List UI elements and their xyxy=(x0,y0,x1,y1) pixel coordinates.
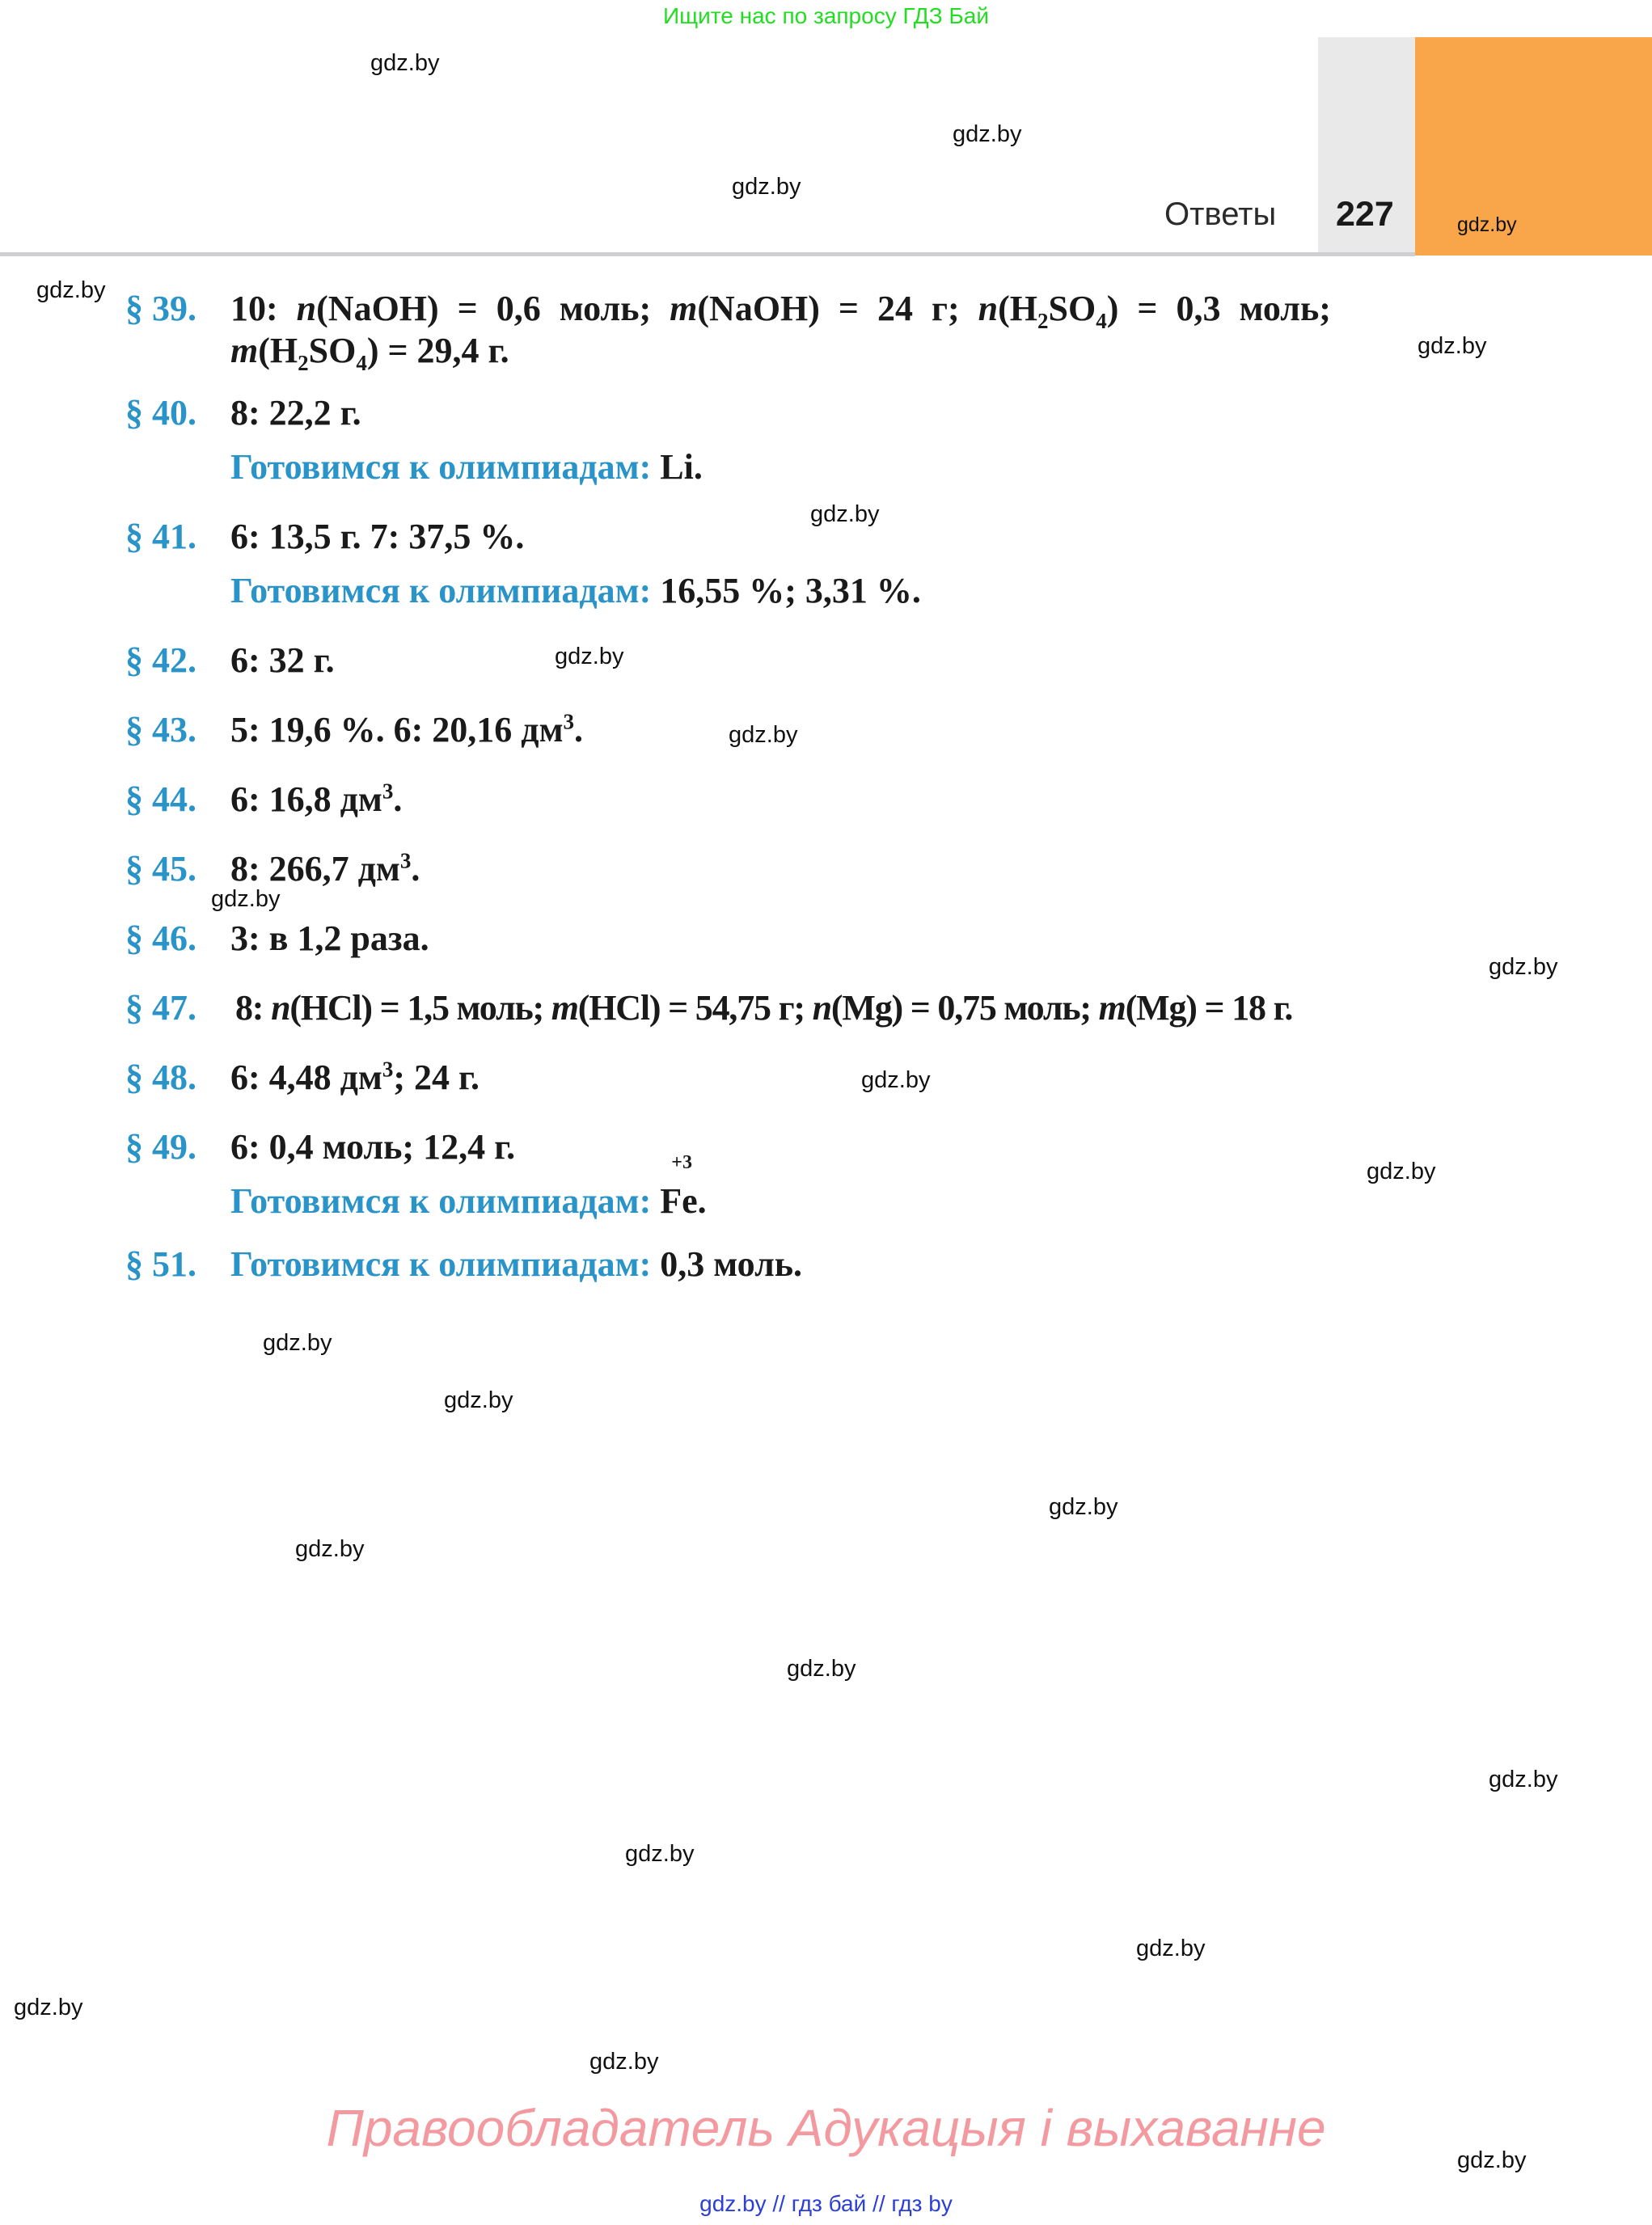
watermark: gdz.by xyxy=(1489,1767,1558,1792)
header-orange-block xyxy=(1415,37,1652,255)
watermark: gdz.by xyxy=(14,1995,83,2020)
watermark: gdz.by xyxy=(729,722,798,748)
answer-45: § 45. 8: 266,7 $дм^3$. xyxy=(125,848,420,889)
watermark: gdz.by xyxy=(1489,954,1558,980)
watermark: gdz.by xyxy=(625,1841,695,1867)
olympiad-label: Готовимся к олимпиадам: xyxy=(230,1181,652,1221)
top-banner: Ищите нас по запросу ГДЗ Бай xyxy=(662,3,990,28)
section-number: § 47. xyxy=(125,988,196,1028)
answer-44: § 44. 6: 16,8 $дм^3$. xyxy=(125,779,403,819)
watermark: gdz.by xyxy=(295,1536,365,1562)
answer-47: § 47. 8: n(HCl) = 1,5 моль; m(HCl) = 54,75 г; n(Mg) = 0,75 моль; m(Mg) = 18 г. xyxy=(125,988,1293,1028)
olympiad-40: Готовимся к олимпиадам: Li. xyxy=(230,447,703,487)
copyright-notice: Правообладатель Адукацыя і выхаванне xyxy=(326,2099,1326,2157)
watermark: gdz.by xyxy=(953,121,1022,147)
watermark: gdz.by xyxy=(36,277,106,303)
answer-41: § 41. 6: 13,5 г. 7: 37,5 %. xyxy=(125,517,525,556)
watermark: gdz.by xyxy=(1367,1159,1436,1184)
section-number: § 39. xyxy=(125,289,196,328)
page-number: 227 xyxy=(1336,195,1394,234)
watermark: gdz.by xyxy=(444,1387,513,1413)
section-number: § 41. xyxy=(125,517,196,556)
section-number: § 42. xyxy=(125,640,196,680)
watermark: gdz.by xyxy=(810,501,880,527)
oxidation-state: +3 xyxy=(671,1152,692,1173)
answer-39-cont: $m(H_2SO_4) = 29,4$ г. xyxy=(230,331,509,375)
section-number: § 40. xyxy=(125,393,196,433)
header-divider xyxy=(0,252,1415,256)
watermark: gdz.by xyxy=(1049,1494,1118,1520)
section-number: § 49. xyxy=(125,1127,196,1167)
olympiad-41: Готовимся к олимпиадам: 16,55 %; 3,31 %. xyxy=(230,571,921,610)
answer-40: § 40. 8: 22,2 г. xyxy=(125,393,361,433)
watermark: gdz.by xyxy=(263,1330,332,1356)
answer-42: § 42. 6: 32 г. xyxy=(125,640,335,680)
olympiad-label: Готовимся к олимпиадам: xyxy=(230,1244,652,1284)
olympiad-label: Готовимся к олимпиадам: xyxy=(230,571,652,610)
watermark: gdz.by xyxy=(1457,2147,1527,2173)
answer-49: § 49. 6: 0,4 моль; 12,4 г. xyxy=(125,1127,516,1167)
section-number: § 44. xyxy=(125,779,196,819)
watermark: gdz.by xyxy=(787,1656,856,1682)
footer-links: gdz.by // гдз бай // гдз by xyxy=(699,2191,953,2216)
olympiad-label: Готовимся к олимпиадам: xyxy=(230,447,652,487)
watermark: gdz.by xyxy=(1457,213,1517,236)
watermark: gdz.by xyxy=(589,2049,659,2075)
section-number: § 45. xyxy=(125,849,196,889)
section-number: § 46. xyxy=(125,918,196,958)
section-number: § 43. xyxy=(125,710,196,749)
watermark: gdz.by xyxy=(1418,333,1487,359)
watermark: gdz.by xyxy=(555,644,624,669)
answer-51: § 51. Готовимся к олимпиадам: 0,3 моль. xyxy=(125,1244,803,1284)
answer-43: § 43. 5: 19,6 %. 6: 20,16 $дм^3$. xyxy=(125,709,584,749)
section-number: § 51. xyxy=(125,1244,196,1284)
watermark: gdz.by xyxy=(1136,1936,1206,1961)
watermark: gdz.by xyxy=(732,174,801,200)
olympiad-49: Готовимся к олимпиадам: +3 Fe. xyxy=(230,1152,707,1221)
section-title: Ответы xyxy=(1164,196,1277,232)
watermark: gdz.by xyxy=(370,50,440,76)
watermark: gdz.by xyxy=(211,886,281,912)
answer-46: § 46. 3: в 1,2 раза. xyxy=(125,918,429,958)
answer-39: § 39. 10: n(NaOH) = 0,6 моль; m(NaOH) = 24 г; $n(H_2SO_4) = 0,3$ моль; xyxy=(125,289,1331,333)
section-number: § 48. xyxy=(125,1058,196,1097)
watermark: gdz.by xyxy=(861,1067,931,1093)
answer-48: § 48. 6: 4,48 $дм^3$; 24 г. xyxy=(125,1057,480,1097)
